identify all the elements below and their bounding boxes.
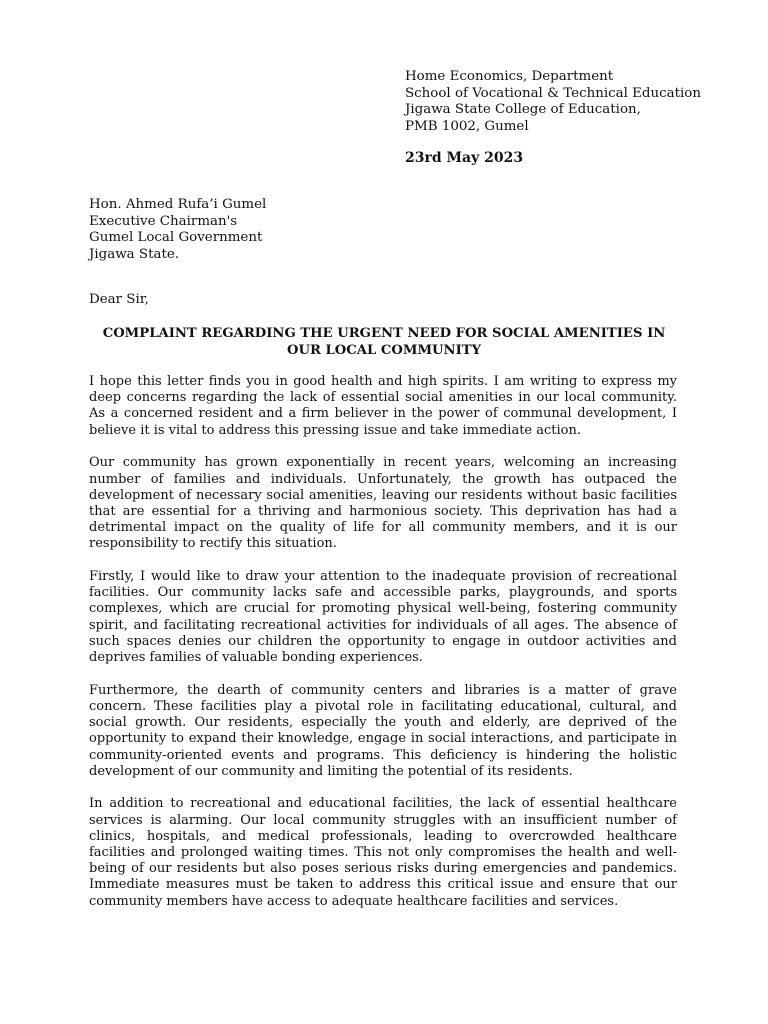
subject-heading: COMPLAINT REGARDING THE URGENT NEED FOR SOCIAL AMENITIES IN OUR LOCAL COMMUNITY xyxy=(102,326,666,358)
recipient-address-line: Executive Chairman's xyxy=(89,213,238,229)
letter-date: 23rd May 2023 xyxy=(405,150,524,166)
body-paragraph: Our community has grown exponentially in recent years, welcoming an increasing number of families and individuals. Unfortunately, the growth has outpaced the development of necessary social amenities, leaving our residents without basic facilities that are essential for a thriving and harmonious society. This deprivation has had a detrimental impact on the quality of life for all community members, and it is our responsibility to rectify this situation. xyxy=(89,455,677,552)
salutation: Dear Sir, xyxy=(89,292,149,307)
body-paragraph: Furthermore, the dearth of community centers and libraries is a matter of grave concern. These facilities play a pivotal role in facilitating educational, cultural, and social growth. Our residents, especially the youth and elderly, are deprived of the opportunity to expand their knowledge, engage in social interactions, and participate in community-oriented events and programs. This deficiency is hindering the holistic development of our community and limiting the potential of its residents. xyxy=(89,682,677,779)
sender-address-line: PMB 1002, Gumel xyxy=(405,118,529,134)
letter-body xyxy=(89,374,677,926)
sender-address-line: Jigawa State College of Education, xyxy=(405,102,641,117)
sender-address-line: School of Vocational & Technical Education xyxy=(405,85,701,101)
recipient-address-line: Gumel Local Government xyxy=(89,230,263,245)
body-paragraph: In addition to recreational and educational facilities, the lack of essential healthcare services is alarming. Our local community struggles with an insufficient number of clinics, hospitals, and medical professionals, leading to overcrowded healthcare facilities and prolonged waiting times. This not only compromises the health and well-being of our residents but also poses serious risks during emergencies and pandemics. Immediate measures must be taken to address this critical issue and ensure that our community members have access to adequate healthcare facilities and services. xyxy=(89,796,677,909)
recipient-address xyxy=(89,197,266,263)
body-paragraph: Firstly, I would like to draw your attention to the inadequate provision of recreational facilities. Our community lacks safe and accessible parks, playgrounds, and sports complexes, which are crucial for promoting physical well-being, fostering community spirit, and facilitating recreational activities for individuals of all ages. The absence of such spaces denies our children the opportunity to engage in outdoor activities and deprives families of valuable bonding experiences. xyxy=(89,569,677,666)
recipient-address-line: Jigawa State. xyxy=(89,246,180,262)
sender-address-line: Home Economics, Department xyxy=(405,69,614,84)
recipient-address-line: Hon. Ahmed Rufa’i Gumel xyxy=(89,197,267,212)
body-paragraph: I hope this letter finds you in good health and high spirits. I am writing to express my deep concerns regarding the lack of essential social amenities in our local community. As a concerned resident and a firm believer in the power of communal development, I believe it is vital to address this pressing issue and take immediate action. xyxy=(89,374,677,438)
sender-address xyxy=(405,69,745,135)
